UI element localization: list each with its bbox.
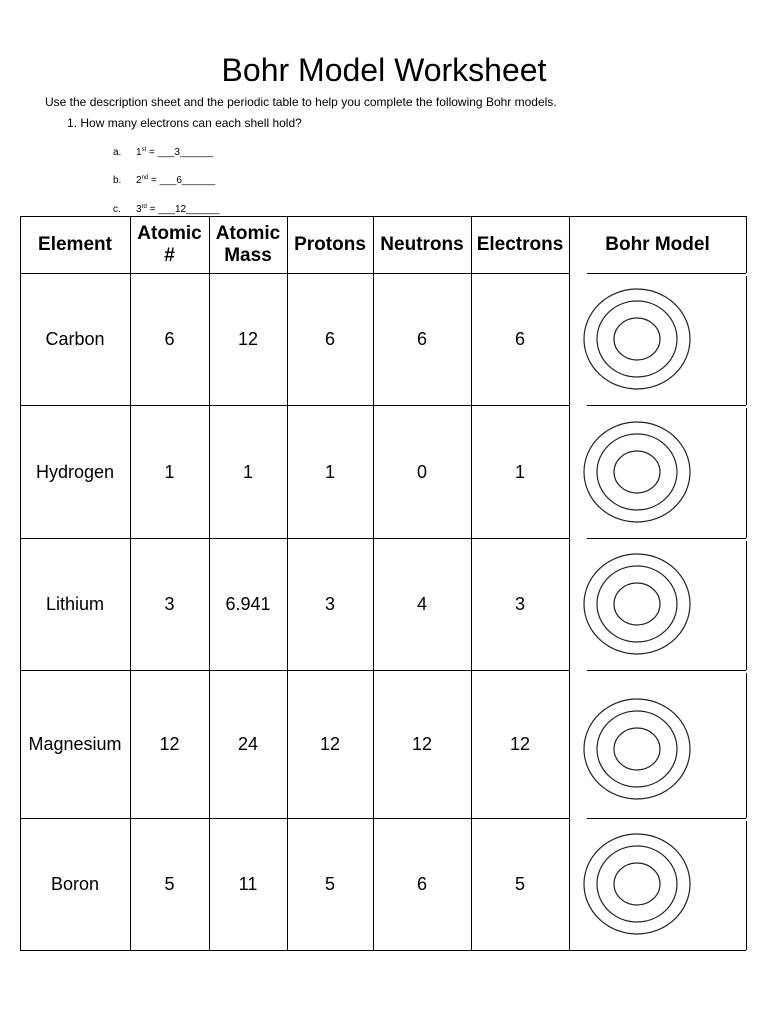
- answer-c: [113, 200, 219, 217]
- answer-shell: 1: [136, 147, 142, 158]
- cell-electrons: 6: [514, 329, 525, 349]
- cell-electrons: 3: [514, 594, 525, 614]
- answer-value: = ___6______: [148, 175, 216, 186]
- cell-neutrons: 6: [416, 329, 427, 349]
- header-protons: Protons: [294, 233, 366, 255]
- cell-electrons: 1: [514, 461, 525, 482]
- outer-shell-ring: [584, 554, 690, 654]
- instructions: Use the description sheet and the periodic table to help you complete the following Bohr models.: [45, 95, 557, 109]
- cell-atomic-number: 3: [164, 594, 175, 614]
- cell-element: Lithium: [45, 594, 105, 614]
- outer-shell-ring: [584, 289, 690, 389]
- cell-protons: 6: [324, 329, 335, 349]
- question-number: 1.: [67, 116, 78, 130]
- cell-atomic-number: 12: [159, 734, 180, 754]
- table-border-right: [746, 821, 747, 950]
- header-bohr-model: Bohr Model: [605, 233, 710, 255]
- answer-ordinal: rd: [141, 204, 147, 210]
- cell-atomic-number: 5: [164, 874, 175, 894]
- header-atomic-mass: Atomic Mass: [215, 222, 281, 266]
- cell-protons: 3: [324, 594, 335, 614]
- cell-element: Carbon: [45, 329, 105, 349]
- cell-neutrons: 0: [416, 461, 427, 482]
- cell-atomic-mass: 6.941: [225, 594, 271, 614]
- inner-shell-ring: [614, 728, 660, 770]
- row-divider-right: [587, 538, 746, 539]
- worksheet-title: Bohr Model Worksheet: [221, 52, 547, 88]
- table-border-right: [746, 408, 747, 538]
- cell-element: Magnesium: [28, 734, 122, 754]
- answer-ordinal: st: [141, 147, 147, 153]
- cell-electrons: 5: [514, 874, 525, 894]
- table-border-right: [746, 541, 747, 670]
- column-divider: [569, 216, 570, 951]
- inner-shell-ring: [614, 583, 660, 625]
- outer-shell-ring: [584, 834, 690, 934]
- cell-neutrons: 4: [416, 594, 427, 614]
- answer-ordinal: nd: [141, 175, 149, 181]
- middle-shell-ring: [597, 711, 677, 787]
- cell-atomic-mass: 12: [237, 329, 259, 349]
- cell-atomic-number: 1: [164, 461, 175, 482]
- bohr-model-diagram: [577, 689, 697, 809]
- answer-b: [113, 171, 215, 188]
- answer-a: [113, 143, 213, 160]
- bohr-model-diagram: [577, 544, 697, 664]
- bohr-model-diagram: [577, 824, 697, 944]
- row-divider-right: [587, 670, 746, 671]
- header-element: Element: [38, 233, 112, 255]
- middle-shell-ring: [597, 434, 677, 510]
- cell-atomic-mass: 11: [238, 874, 258, 894]
- header-electrons: Electrons: [476, 233, 564, 255]
- row-divider-right: [587, 405, 746, 406]
- cell-element: Boron: [50, 874, 100, 894]
- cell-atomic-number: 6: [164, 329, 175, 349]
- inner-shell-ring: [614, 863, 660, 905]
- row-divider-right: [587, 273, 746, 274]
- table-border-right: [746, 216, 747, 273]
- answer-value: = ___3______: [146, 147, 214, 158]
- cell-electrons: 12: [509, 734, 531, 754]
- bohr-model-diagram: [577, 412, 697, 532]
- cell-neutrons: 6: [416, 874, 427, 894]
- cell-protons: 5: [324, 874, 335, 894]
- header-atomic-number: Atomic #: [137, 222, 202, 266]
- header-neutrons: Neutrons: [380, 233, 464, 255]
- cell-protons: 12: [319, 734, 341, 754]
- inner-shell-ring: [614, 451, 660, 493]
- table-border-right: [746, 276, 747, 405]
- bohr-model-diagram: [577, 279, 697, 399]
- cell-atomic-mass: 1: [242, 461, 253, 482]
- answer-letter: c.: [113, 204, 121, 215]
- outer-shell-ring: [584, 699, 690, 799]
- answer-letter: a.: [113, 147, 122, 158]
- cell-atomic-mass: 24: [237, 734, 259, 754]
- answer-shell: 3: [136, 204, 142, 215]
- question-1: [67, 116, 302, 130]
- answer-value: = ___12______: [146, 204, 220, 215]
- cell-protons: 1: [324, 461, 335, 482]
- answer-shell: 2: [136, 175, 142, 186]
- outer-shell-ring: [584, 422, 690, 522]
- cell-neutrons: 12: [411, 734, 433, 754]
- table-border-bottom: [20, 950, 746, 951]
- middle-shell-ring: [597, 301, 677, 377]
- table-border-right: [746, 673, 747, 818]
- middle-shell-ring: [597, 846, 677, 922]
- question-text: How many electrons can each shell hold?: [80, 116, 302, 130]
- row-divider-right: [587, 818, 746, 819]
- inner-shell-ring: [614, 318, 660, 360]
- answer-letter: b.: [113, 175, 122, 186]
- middle-shell-ring: [597, 566, 677, 642]
- cell-element: Hydrogen: [35, 461, 115, 482]
